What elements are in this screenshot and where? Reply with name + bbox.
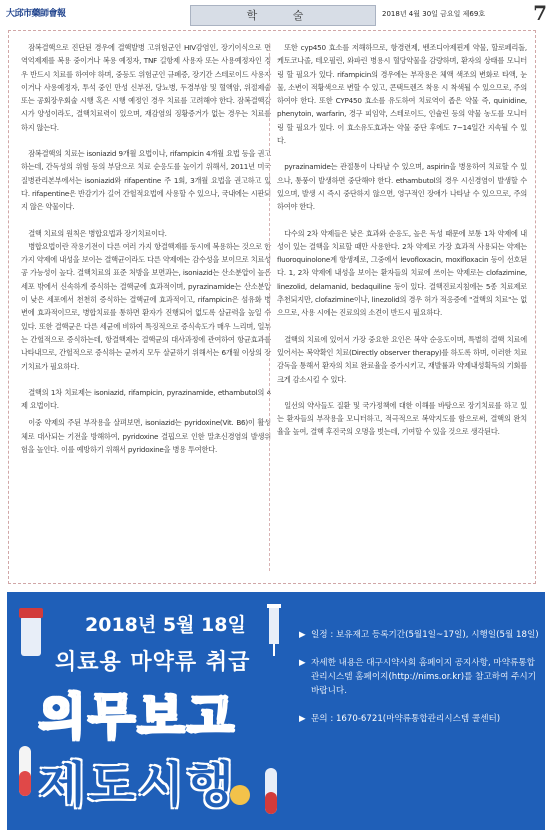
advertisement-banner bbox=[7, 592, 545, 830]
arrow-right-icon: ▶ bbox=[299, 630, 306, 640]
ad-info-item bbox=[299, 628, 539, 642]
paragraph: 잠복결핵의 치료는 isoniazid 9개월 요법이나, rifampicin 4개월 요법 등을 권고하는데, 간독성의 위험 등의 부담으로 치료 순응도를 높이기 위해서, 2011년 미국질병관리본부에서는 isoniazid와 rifapentine 주 1회, 3개월 요법을 권고하고 있다. rifapentine은 반감기가 길어 간헐적요법에 사용할 수 있으나, 국내에는 시판되지 않은 약물이다. bbox=[21, 149, 271, 212]
pill-bottle-icon bbox=[11, 602, 51, 662]
arrow-right-icon: ▶ bbox=[299, 658, 306, 668]
ad-subtitle: 의료용 마약류 취급 bbox=[55, 650, 251, 675]
ad-info-text: 자세한 내용은 대구시약사회 홈페이지 공지사항, 마약류통합관리시스템 홈페이지(http://nims.or.kr)를 참고하여 주시기 바랍니다. bbox=[311, 658, 537, 696]
paragraph: 결핵의 치료에 있어서 가장 중요한 요인은 복약 순응도이며, 특별히 결핵 치료에 있어서는 복약확인 치료(Directly observer therapy)를 하도록 하며, 이러한 치료 감독을 통해서 환자의 치료 완료율을 증가시키고, 재발률과 약제내성획득의 기회를 크게 감소시킬 수 있다. bbox=[277, 334, 527, 384]
paragraph: 결핵 치료의 원칙은 병합요법과 장기치료이다. bbox=[28, 228, 167, 238]
arrow-right-icon: ▶ bbox=[299, 714, 306, 724]
ad-info-list bbox=[299, 628, 539, 740]
paragraph: 결핵의 1차 치료제는 isoniazid, rifampicin, pyrazinamide, ethambutol의 4제 요법이다. bbox=[21, 387, 271, 411]
test-tube-icon bbox=[255, 762, 289, 822]
ad-date: 2018년 5월 18일 bbox=[85, 614, 246, 636]
page-number: 7 bbox=[533, 1, 547, 25]
article-left-column bbox=[21, 41, 271, 469]
article-box bbox=[8, 30, 536, 584]
paragraph: 이중 약제의 주된 부작용을 살펴보면, isoniazid는 pyridoxine(Vit. B6)이 활성체로 대사되는 기전을 방해하여, pyridoxine 결핍으로 인한 말초신경염의 발생위험을 높인다. 이를 예방하기 위해서 pyridoxine을 병용 투여한다. bbox=[21, 418, 271, 455]
capsule-icon bbox=[11, 742, 41, 802]
page-header bbox=[0, 0, 552, 34]
article-right-column bbox=[277, 41, 527, 452]
ad-info-item bbox=[299, 656, 539, 698]
ad-info-item bbox=[299, 712, 539, 726]
newsletter-logo: 大邱市藥師會報 bbox=[6, 9, 66, 19]
syringe-icon bbox=[257, 602, 291, 658]
paragraph: 일선의 약사들도 질환 및 국가정책에 대한 이해를 바탕으로 장기치료를 하고 있는 환자들의 부작용을 모니터하고, 적극적으로 복약지도를 함으로써, 결핵의 완치율을 높여, 결핵 후진국의 오명을 벗는데, 기여할 수 있을 것으로 생각된다. bbox=[277, 400, 527, 437]
paragraph: 병합요법이란 작용기전이 다른 여러 가지 항결핵제를 동시에 복용하는 것으로 한가지 약제에 내성을 보이는 결핵균이라도 다른 약제에는 감수성을 보이므로 치료성공 가능성이 높다. 결핵치료의 표준 처방을 보면과는, isoniazid는 산소분압이 높은 세포 밖에서 신속하게 증식하는 결핵균에 효과적이며, pyrazinamide는 산소분압이 낮은 세포에서 천천히 증식하는 결핵균에 효과적이고, rifampicin은 섬유화 병변에 효과적이므로, 병합치료를 통하면 환자가 진행되어 없도록 살균력을 높일 수 있다. 또한 결핵균은 다른 세균에 비하여 특징적으로 증식속도가 매우 느리며, 일부는 간헐적으로 증식하는데, 항결핵제는 결핵균의 대사과정에 관여하여 항균효과를 나타내므로, 간헐적으로 증식하는 균까지 모두 살균하기 위해서는 6개월 이상의 장기치료가 필요하다. bbox=[21, 241, 271, 371]
ad-info-text: 일정 : 보유재고 등록기간(5월1일~17일), 시행일(5월 18일) bbox=[311, 630, 539, 640]
paragraph: pyrazinamide는 관절통이 나타날 수 있으며, aspirin을 병용하여 치료할 수 있으나, 통풍이 발생하면 중단해야 한다. ethambutol의 경우 시신경염이 발생할 수 있으며, 발생 시 즉시 중단하지 않으면, 영구적인 장애가 나타날 수 있으므로, 주의하여야 한다. bbox=[277, 162, 527, 212]
paragraph: 또한 cyp450 효소를 저해하므로, 항경련제, 벤조디아제핀계 약물, 할로페리돌, 케토코나졸, 테오필린, 와파린 병용시 혈당약물을 감량하며, 환자의 상태를 모니터링 할 필요가 있다. rifampicin의 경우에는 부작용은 체액 색조의 변화로 타액, 눈물, 소변이 적황색으로 변할 수 있고, 콘택트렌즈 착용 시 착색될 수 있으므로, 주의하여야 한다. 또한 CYP450 효소를 유도하여 치료역이 좁은 약물 즉, quinidine, phenytoin, warfarin, 경구 피임약, 스테로이드, 인슐린 등의 약물 농도를 모니터링 할 필요가 있다. 이 효소유도효과는 약물 중단 후에도 7~14일간 지속될 수 있다. bbox=[277, 43, 527, 146]
ad-title-line2: 제도시행 bbox=[39, 757, 237, 813]
issue-info: 2018년 4월 30일 금요일 제69호 bbox=[382, 10, 486, 18]
ad-title-line1: 의무보고 bbox=[39, 689, 237, 745]
column-divider bbox=[269, 43, 270, 571]
section-title: 학 술 bbox=[190, 5, 376, 26]
paragraph: 잠복결핵으로 진단된 경우에 결핵발병 고위험군인 HIV감염인, 장기이식으로 면역억제제를 복용 중이거나 복용 예정자, TNF 길항제 사용자 또는 사용예정자인 경우 반드시 치료를 하여야 하며, 중등도 위험군인 규폐증, 장기간 스테로이드 사용자이거나 사용예정자, 투석 중인 만성 신부전, 당뇨병, 두경부암 및 혈액암, 위절제술 또는 공회장우회술 시행 혹은 시행 예정인 경우 치료를 고려해야 한다. 잠복결핵감시가 양성이라도, 결핵치료력이 있으며, 재감염의 징황증거가 없는 경우는 치료를 하지 않는다. bbox=[21, 43, 271, 132]
ad-info-text: 문의 : 1670-6721(마약류통합관리시스템 콜센터) bbox=[311, 714, 501, 724]
paragraph: 다수의 2차 약제들은 낮은 효과와 순응도, 높은 독성 때문에 보통 1차 약제에 내성이 있는 결핵을 치료할 때만 사용한다. 2차 약제로 가장 효과적 사용되는 약제는 fluoroquinolone계 항생제로, 그중에서 levofloxacin, moxifloxacin 등이 선호된다. 1, 2차 약제에 내성을 보이는 환자들의 치료에 쓰이는 약제로는 clofazimine, linezolid, delamanid, bedaquiline 등이 있다. 결핵진료지침에는 5종 치료제로 추천되지만, clofazimine이나, linezolid의 경우 허가 적응증에 "결핵의 치료"는 없으므로, 사용 시에는 진료의의 소견이 반드시 필요하다. bbox=[277, 228, 527, 318]
